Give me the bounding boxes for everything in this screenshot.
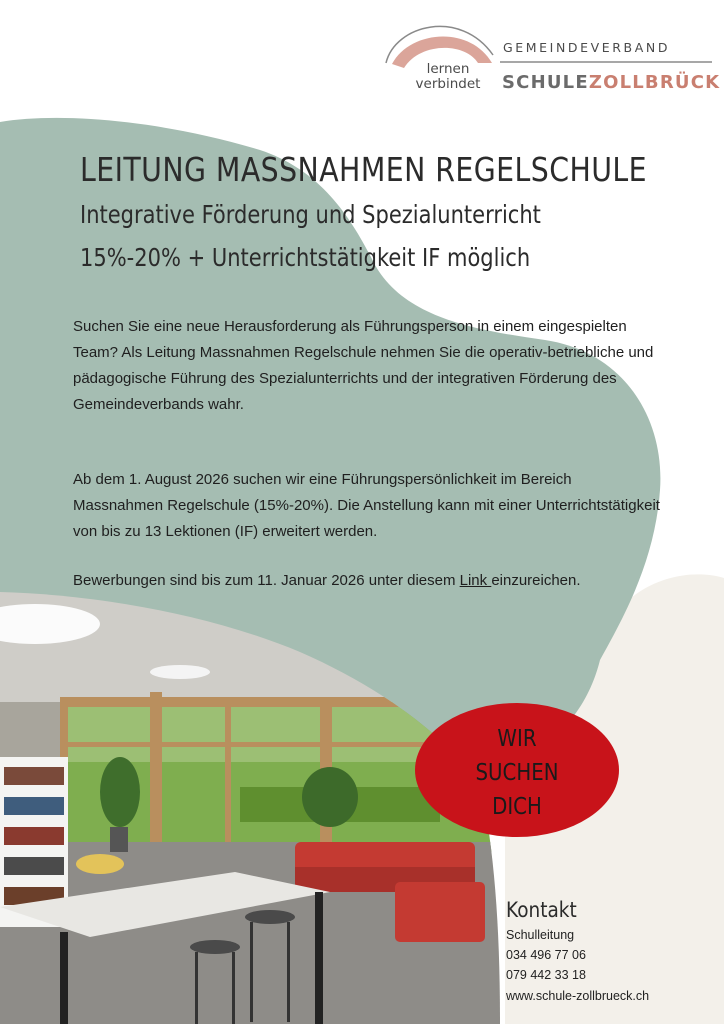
application-text: Bewerbungen sind bis zum 11. Januar 2026 unter diesem bbox=[73, 572, 460, 589]
org-subtitle: GEMEINDEVERBAND bbox=[503, 40, 671, 55]
org-name-part2: ZOLLBRÜCK bbox=[588, 72, 721, 93]
cta-line3: DICH bbox=[492, 794, 542, 820]
application-text-end: einzureichen. bbox=[491, 572, 581, 589]
logo-tagline-line1: lernen bbox=[426, 61, 470, 77]
application-link[interactable]: Link bbox=[459, 572, 492, 589]
logo-tagline bbox=[408, 62, 488, 92]
photo-illustration bbox=[0, 592, 500, 1024]
contact-phone-1[interactable]: 034 496 77 06 bbox=[506, 948, 586, 962]
contact-heading: Kontakt bbox=[506, 898, 577, 922]
page-title: LEITUNG MASSNAHMEN REGELSCHULE bbox=[80, 150, 648, 189]
cta-line2: SUCHEN bbox=[475, 760, 559, 786]
contact-role: Schulleitung bbox=[506, 928, 575, 942]
cta-text bbox=[429, 722, 604, 824]
cta-line1: WIR bbox=[497, 726, 537, 752]
contact-phone-2[interactable]: 079 442 33 18 bbox=[506, 968, 586, 982]
logo-tagline-line2: verbindet bbox=[415, 76, 481, 92]
org-name bbox=[502, 72, 720, 93]
org-name-part1: SCHULE bbox=[502, 72, 589, 93]
school-interior-photo bbox=[0, 592, 500, 1024]
intro-paragraph: Suchen Sie eine neue Herausforderung als Führungsperson in einem eingespielten Team? Als Leitung Massnahmen Regelschule nehmen Sie die operativ-betriebliche und pädagogische Führung des Spezialunterrichts und der integrativen Förderung des Gemeindeverbands wahr. bbox=[73, 318, 654, 413]
application-paragraph bbox=[73, 568, 663, 594]
details-paragraph: Ab dem 1. August 2026 suchen wir eine Führungspersönlichkeit im Bereich Massnahmen Regelschule (15%-20%). Die Anstellung kann mit einer Unterrichtstätigkeit von bis zu 13 Lektionen (IF) erweitert werden. bbox=[73, 471, 660, 540]
logo-mark bbox=[0, 0, 724, 140]
subtitle-line1: Integrative Förderung und Spezialunterricht bbox=[80, 200, 541, 229]
contact-website[interactable]: www.schule-zollbrueck.ch bbox=[506, 989, 650, 1003]
subtitle-line2: 15%-20% + Unterrichtstätigkeit IF möglich bbox=[80, 243, 531, 272]
